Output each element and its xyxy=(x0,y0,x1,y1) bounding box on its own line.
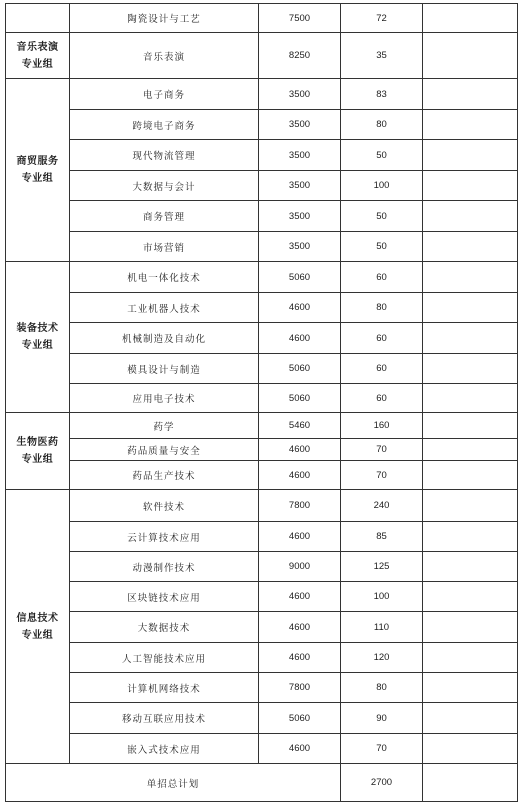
quota-cell: 70 xyxy=(341,461,423,490)
table-row xyxy=(6,552,518,582)
table-row xyxy=(6,140,518,171)
total-label: 单招总计划 xyxy=(6,764,341,802)
total-row xyxy=(6,764,518,802)
quota-cell: 60 xyxy=(341,262,423,293)
major-cell: 模具设计与制造 xyxy=(70,354,259,384)
quota-cell: 70 xyxy=(341,734,423,764)
tuition-cell: 4600 xyxy=(259,293,341,323)
remarks-cell xyxy=(423,764,518,802)
quota-cell: 100 xyxy=(341,582,423,612)
group-name-cell: 信息技术 专业组 xyxy=(6,490,70,764)
table-row xyxy=(6,232,518,262)
remarks-cell xyxy=(423,673,518,703)
quota-cell: 50 xyxy=(341,232,423,262)
table-row xyxy=(6,582,518,612)
quota-cell: 83 xyxy=(341,79,423,110)
tuition-cell: 3500 xyxy=(259,110,341,140)
major-cell: 药品生产技术 xyxy=(70,461,259,490)
quota-cell: 90 xyxy=(341,703,423,734)
tuition-cell: 5060 xyxy=(259,354,341,384)
tuition-cell: 3500 xyxy=(259,79,341,110)
major-cell: 商务管理 xyxy=(70,201,259,232)
quota-cell: 72 xyxy=(341,4,423,33)
major-cell: 人工智能技术应用 xyxy=(70,643,259,673)
tuition-cell: 4600 xyxy=(259,612,341,643)
table-row xyxy=(6,384,518,413)
remarks-cell xyxy=(423,323,518,354)
remarks-cell xyxy=(423,201,518,232)
table-row xyxy=(6,110,518,140)
table-row xyxy=(6,171,518,201)
remarks-cell xyxy=(423,110,518,140)
major-cell: 机电一体化技术 xyxy=(70,262,259,293)
quota-cell: 85 xyxy=(341,522,423,552)
table-row xyxy=(6,522,518,552)
table-row xyxy=(6,703,518,734)
remarks-cell xyxy=(423,612,518,643)
table-row xyxy=(6,439,518,461)
table-row xyxy=(6,354,518,384)
table-row xyxy=(6,79,518,110)
table-row xyxy=(6,262,518,293)
major-cell: 市场营销 xyxy=(70,232,259,262)
remarks-cell xyxy=(423,490,518,522)
remarks-cell xyxy=(423,33,518,79)
major-cell: 药品质量与安全 xyxy=(70,439,259,461)
major-cell: 陶瓷设计与工艺 xyxy=(70,4,259,33)
remarks-cell xyxy=(423,140,518,171)
group-name-cell: 生物医药 专业组 xyxy=(6,413,70,490)
remarks-cell xyxy=(423,171,518,201)
remarks-cell xyxy=(423,293,518,323)
remarks-cell xyxy=(423,384,518,413)
table-row xyxy=(6,734,518,764)
table-row xyxy=(6,612,518,643)
tuition-cell: 5060 xyxy=(259,262,341,293)
quota-cell: 80 xyxy=(341,110,423,140)
quota-cell: 60 xyxy=(341,323,423,354)
tuition-cell: 3500 xyxy=(259,201,341,232)
quota-cell: 240 xyxy=(341,490,423,522)
group-name-cell: 音乐表演 专业组 xyxy=(6,33,70,79)
major-cell: 计算机网络技术 xyxy=(70,673,259,703)
remarks-cell xyxy=(423,522,518,552)
quota-cell: 50 xyxy=(341,140,423,171)
major-cell: 跨境电子商务 xyxy=(70,110,259,140)
major-cell: 嵌入式技术应用 xyxy=(70,734,259,764)
major-cell: 电子商务 xyxy=(70,79,259,110)
quota-cell: 100 xyxy=(341,171,423,201)
quota-cell: 80 xyxy=(341,673,423,703)
total-value: 2700 xyxy=(341,764,423,802)
remarks-cell xyxy=(423,439,518,461)
major-cell: 软件技术 xyxy=(70,490,259,522)
remarks-cell xyxy=(423,461,518,490)
remarks-cell xyxy=(423,643,518,673)
quota-cell: 35 xyxy=(341,33,423,79)
tuition-cell: 4600 xyxy=(259,582,341,612)
table-row xyxy=(6,293,518,323)
quota-cell: 160 xyxy=(341,413,423,439)
major-cell: 云计算技术应用 xyxy=(70,522,259,552)
quota-cell: 60 xyxy=(341,384,423,413)
tuition-cell: 4600 xyxy=(259,643,341,673)
major-cell: 工业机器人技术 xyxy=(70,293,259,323)
table-body xyxy=(6,4,518,802)
major-cell: 应用电子技术 xyxy=(70,384,259,413)
table-row xyxy=(6,413,518,439)
enrollment-plan-table xyxy=(5,3,518,802)
major-cell: 药学 xyxy=(70,413,259,439)
tuition-cell: 3500 xyxy=(259,232,341,262)
tuition-cell: 4600 xyxy=(259,461,341,490)
remarks-cell xyxy=(423,703,518,734)
tuition-cell: 4600 xyxy=(259,323,341,354)
tuition-cell: 7800 xyxy=(259,490,341,522)
tuition-cell: 7800 xyxy=(259,673,341,703)
remarks-cell xyxy=(423,262,518,293)
remarks-cell xyxy=(423,232,518,262)
tuition-cell: 7500 xyxy=(259,4,341,33)
tuition-cell: 4600 xyxy=(259,734,341,764)
table-row xyxy=(6,461,518,490)
table-row xyxy=(6,643,518,673)
remarks-cell xyxy=(423,734,518,764)
group-name-cell: 商贸服务 专业组 xyxy=(6,79,70,262)
remarks-cell xyxy=(423,582,518,612)
tuition-cell: 9000 xyxy=(259,552,341,582)
quota-cell: 50 xyxy=(341,201,423,232)
major-cell: 动漫制作技术 xyxy=(70,552,259,582)
group-cell-continued xyxy=(6,4,70,33)
major-cell: 大数据技术 xyxy=(70,612,259,643)
group-name-cell: 装备技术 专业组 xyxy=(6,262,70,413)
major-cell: 大数据与会计 xyxy=(70,171,259,201)
table-row xyxy=(6,490,518,522)
major-cell: 区块链技术应用 xyxy=(70,582,259,612)
tuition-cell: 5060 xyxy=(259,703,341,734)
major-cell: 现代物流管理 xyxy=(70,140,259,171)
table-row xyxy=(6,33,518,79)
tuition-cell: 5060 xyxy=(259,384,341,413)
remarks-cell xyxy=(423,4,518,33)
major-cell: 机械制造及自动化 xyxy=(70,323,259,354)
quota-cell: 120 xyxy=(341,643,423,673)
quota-cell: 60 xyxy=(341,354,423,384)
tuition-cell: 3500 xyxy=(259,171,341,201)
quota-cell: 125 xyxy=(341,552,423,582)
remarks-cell xyxy=(423,552,518,582)
tuition-cell: 5460 xyxy=(259,413,341,439)
tuition-cell: 4600 xyxy=(259,522,341,552)
table-row xyxy=(6,323,518,354)
remarks-cell xyxy=(423,354,518,384)
remarks-cell xyxy=(423,79,518,110)
tuition-cell: 4600 xyxy=(259,439,341,461)
quota-cell: 70 xyxy=(341,439,423,461)
remarks-cell xyxy=(423,413,518,439)
tuition-cell: 3500 xyxy=(259,140,341,171)
tuition-cell: 8250 xyxy=(259,33,341,79)
major-cell: 音乐表演 xyxy=(70,33,259,79)
table-row xyxy=(6,673,518,703)
table-row xyxy=(6,4,518,33)
table-row xyxy=(6,201,518,232)
major-cell: 移动互联应用技术 xyxy=(70,703,259,734)
quota-cell: 80 xyxy=(341,293,423,323)
quota-cell: 110 xyxy=(341,612,423,643)
